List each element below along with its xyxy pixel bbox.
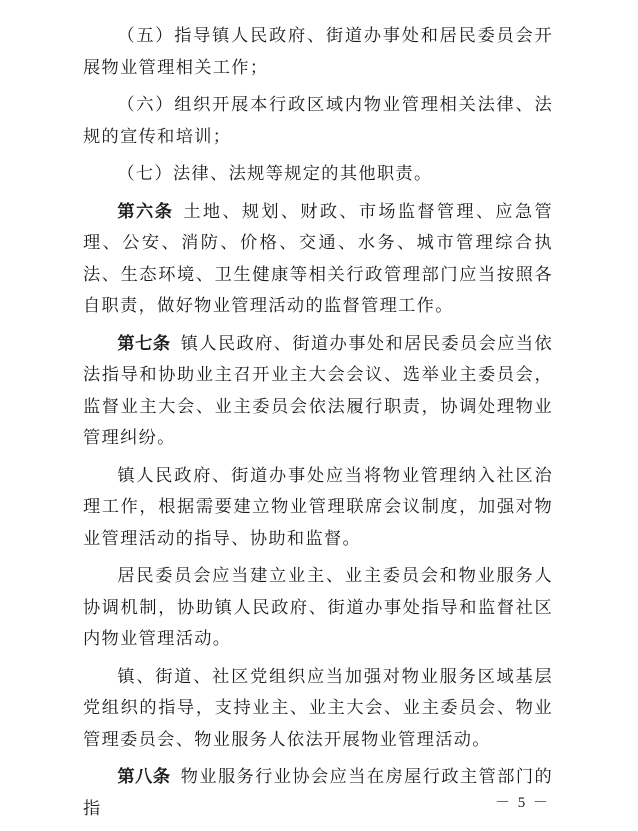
- paragraph-item-5: [83, 21, 553, 84]
- article-7: [83, 329, 553, 455]
- article-7-paragraph-2: [83, 461, 553, 556]
- article-7-paragraph-3: [83, 561, 553, 656]
- paragraph-item-6: [83, 90, 553, 153]
- paragraph-text: 居民委员会应当建立业主、业主委员会和物业服务人协调机制，协助镇人民政府、街道办事处指导和监督社区内物业管理活动。: [83, 566, 553, 649]
- article-label: 第八条: [117, 767, 171, 787]
- document-body: [83, 21, 553, 831]
- page-number: － 5 －: [494, 795, 550, 811]
- paragraph-text: （五）指导镇人民政府、街道办事处和居民委员会开展物业管理相关工作；: [83, 26, 553, 78]
- paragraph-text: 镇、街道、社区党组织应当加强对物业服务区域基层党组织的指导，支持业主、业主大会、业主委员会、物业管理委员会、物业服务人依法开展物业管理活动。: [83, 666, 553, 750]
- article-label: 第七条: [117, 333, 171, 354]
- article-8: [83, 762, 553, 825]
- paragraph-text: 物业服务行业协会应当在房屋行政主管部门的指: [83, 767, 553, 819]
- paragraph-text: 镇人民政府、街道办事处和居民委员会应当依法指导和协助业主召开业主大会会议、选举业主委员会，监督业主大会、业主委员会依法履行职责，协调处理物业管理纠纷。: [83, 333, 553, 448]
- paragraph-text: 土地、规划、财政、市场监督管理、应急管理、公安、消防、价格、交通、水务、城市管理综合执法、生态环境、卫生健康等相关行政管理部门应当按照各自职责，做好物业管理活动的监督管理工作。: [83, 201, 553, 316]
- paragraph-item-7: [83, 159, 553, 191]
- paragraph-text: 镇人民政府、街道办事处应当将物业管理纳入社区治理工作，根据需要建立物业管理联席会议制度，加强对物业管理活动的指导、协助和监督。: [83, 465, 553, 549]
- article-7-paragraph-4: [83, 662, 553, 757]
- article-label: 第六条: [117, 201, 174, 222]
- paragraph-text: （七）法律、法规等规定的其他职责。: [117, 164, 433, 184]
- paragraph-text: （六）组织开展本行政区域内物业管理相关法律、法规的宣传和培训；: [83, 95, 553, 147]
- article-6: [83, 197, 553, 323]
